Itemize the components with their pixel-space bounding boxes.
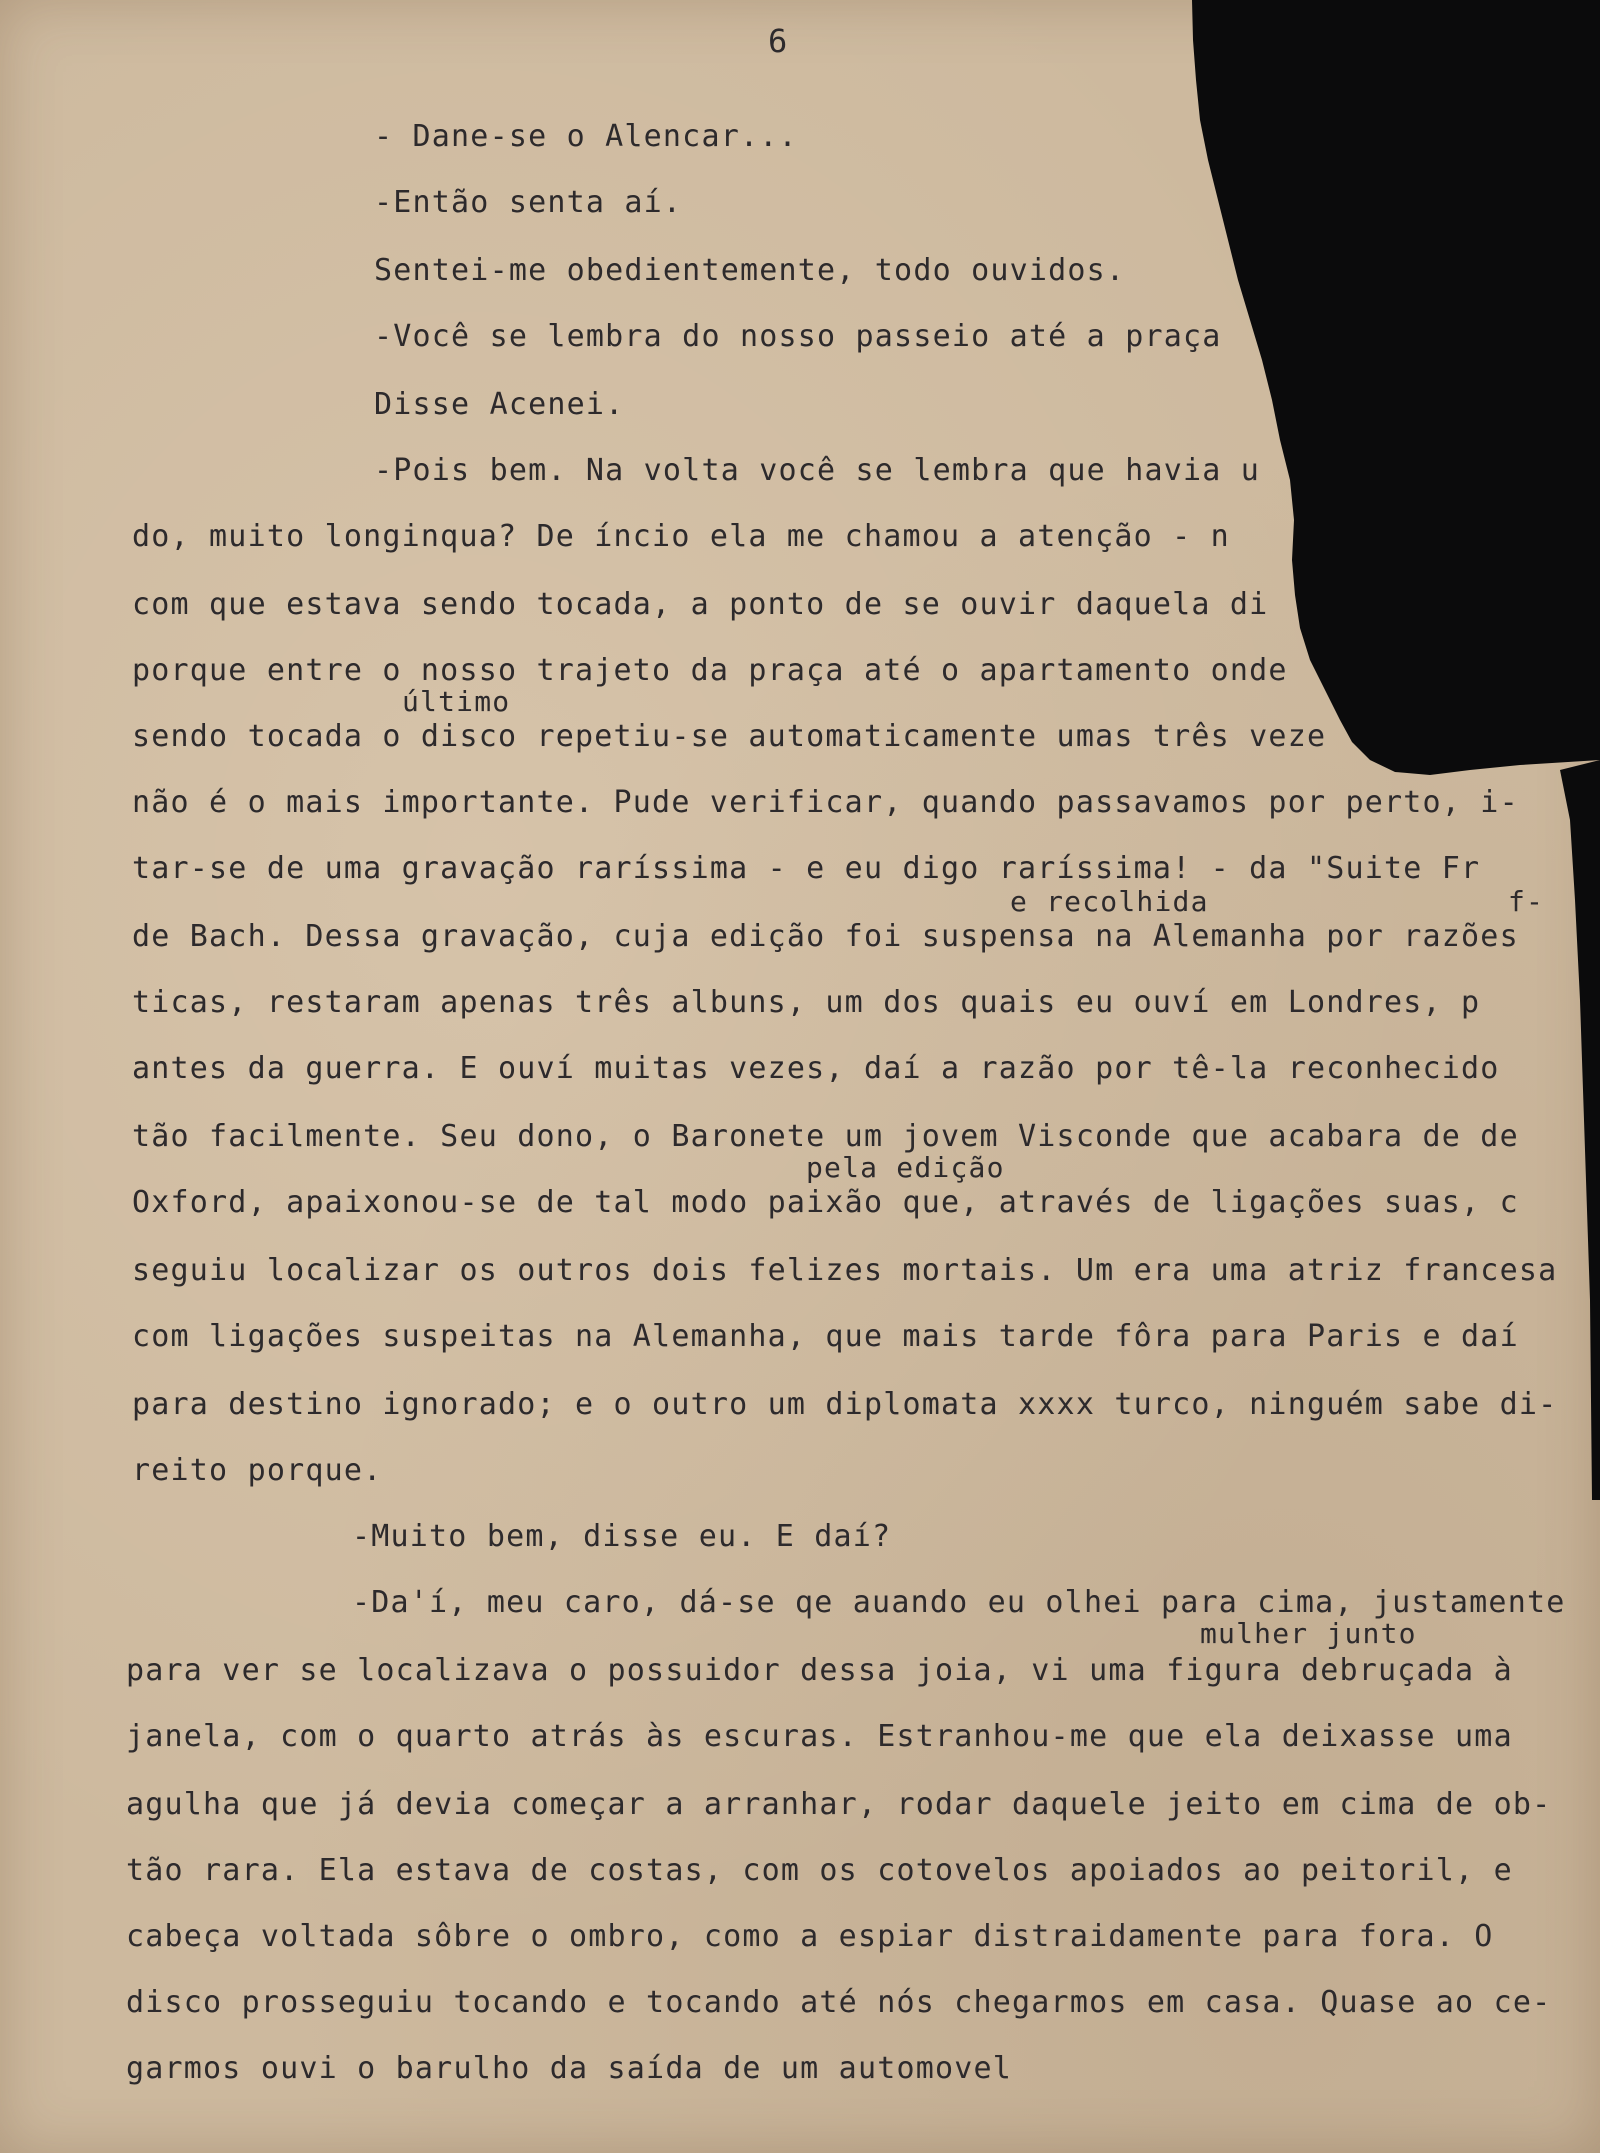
text-line: tar-se de uma gravação raríssima - e eu digo raríssima! - da "Suite Fr (132, 851, 1481, 886)
text-line: garmos ouvi o barulho da saída de um automovel (126, 2051, 1013, 2086)
text-line: tão facilmente. Seu dono, o Baronete um jovem Visconde que acabara de de (132, 1119, 1519, 1154)
text-line: disco prosseguiu tocando e tocando até nós chegarmos em casa. Quase ao ce- (126, 1985, 1552, 2020)
text-line: tão rara. Ela estava de costas, com os cotovelos apoiados ao peitoril, e (126, 1853, 1513, 1888)
text-line: -Muito bem, disse eu. E daí? (352, 1519, 892, 1554)
page-number: 6 (768, 22, 788, 60)
text-insertion: mulher junto (1200, 1617, 1417, 1650)
text-line: não é o mais importante. Pude verificar, quando passavamos por perto, i- (132, 785, 1519, 820)
text-line: de Bach. Dessa gravação, cuja edição foi suspensa na Alemanha por razões (132, 919, 1519, 954)
text-line: agulha que já devia começar a arranhar, rodar daquele jeito em cima de ob- (126, 1787, 1552, 1822)
text-line: cabeça voltada sôbre o ombro, como a espiar distraidamente para fora. O (126, 1919, 1494, 1954)
text-line: -Você se lembra do nosso passeio até a praça (374, 319, 1222, 354)
text-line: Sentei-me obedientemente, todo ouvidos. (374, 253, 1126, 288)
text-line: para destino ignorado; e o outro um diplomata xxxx turco, ninguém sabe di- (132, 1387, 1558, 1422)
text-line: do, muito longinqua? De íncio ela me chamou a atenção - n (132, 519, 1230, 554)
text-line: antes da guerra. E ouví muitas vezes, daí a razão por tê-la reconhecido (132, 1051, 1500, 1086)
text-line: Disse Acenei. (374, 387, 625, 422)
text-line: sendo tocada o disco repetiu-se automaticamente umas três veze (132, 719, 1327, 754)
text-line: - Dane-se o Alencar... (374, 119, 798, 154)
text-line: -Então senta aí. (374, 185, 683, 220)
text-insertion: pela edição (806, 1151, 1005, 1184)
text-insertion: f- (1508, 885, 1545, 918)
text-line: com que estava sendo tocada, a ponto de se ouvir daquela di (132, 587, 1269, 622)
text-line: ticas, restaram apenas três albuns, um dos quais eu ouví em Londres, p (132, 985, 1481, 1020)
text-line: reito porque. (132, 1453, 383, 1488)
text-line: janela, com o quarto atrás às escuras. Estranhou-me que ela deixasse uma (126, 1719, 1513, 1754)
text-line: -Da'í, meu caro, dá-se qe auando eu olhei para cima, justamente (352, 1585, 1566, 1620)
text-line: para ver se localizava o possuidor dessa joia, vi uma figura debruçada à (126, 1653, 1513, 1688)
text-insertion: e recolhida (1010, 885, 1209, 918)
text-insertion: último (402, 685, 511, 718)
text-line: porque entre o nosso trajeto da praça até o apartamento onde (132, 653, 1288, 688)
text-line: -Pois bem. Na volta você se lembra que havia u (374, 453, 1261, 488)
text-line: seguiu localizar os outros dois felizes mortais. Um era uma atriz francesa (132, 1253, 1558, 1288)
text-line: Oxford, apaixonou-se de tal modo paixão que, através de ligações suas, c (132, 1185, 1519, 1220)
text-line: com ligações suspeitas na Alemanha, que mais tarde fôra para Paris e daí (132, 1319, 1519, 1354)
